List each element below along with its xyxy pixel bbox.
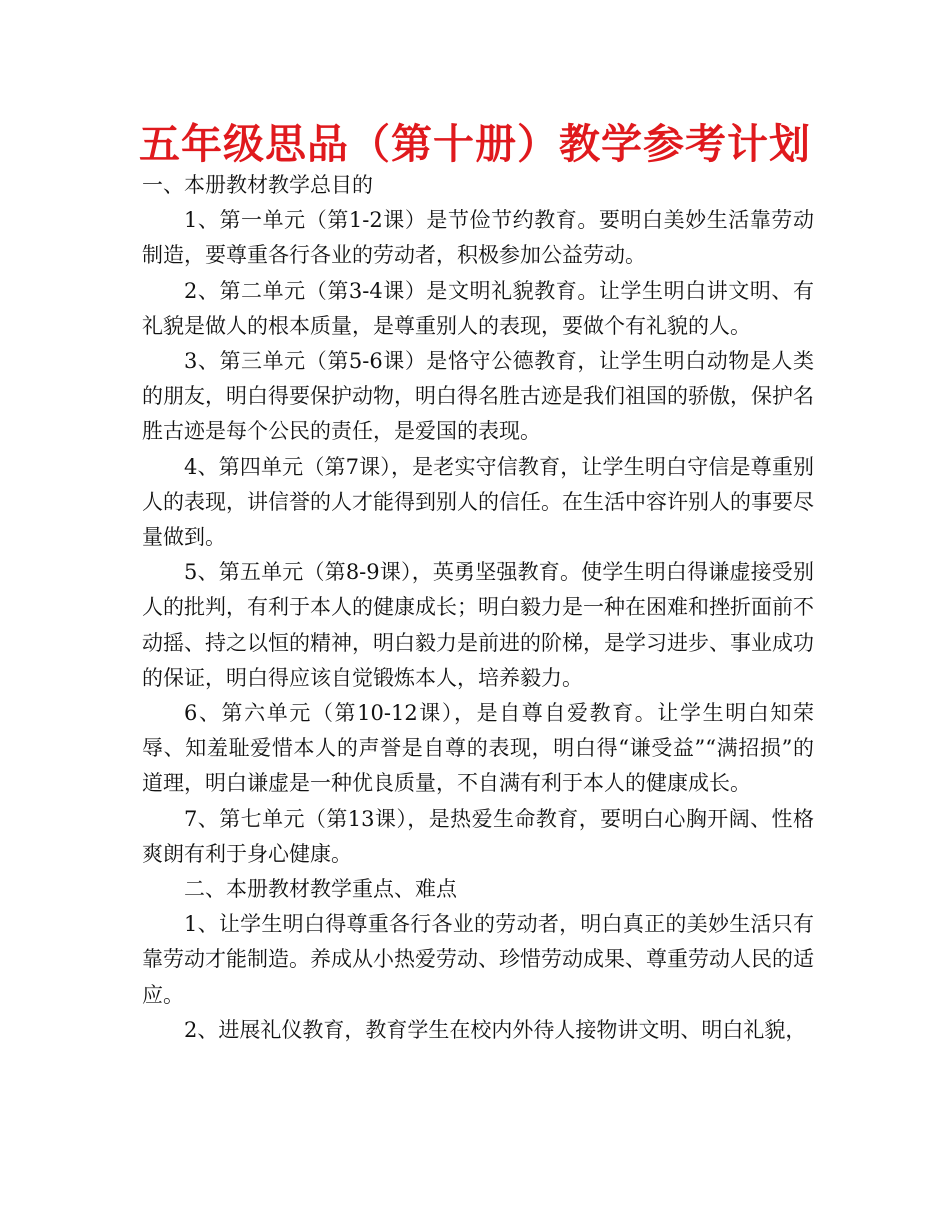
- document-title: 五年级思品（第十册）教学参考计划: [139, 120, 811, 168]
- document-body: [142, 168, 814, 1048]
- paragraph-unit-3: 3、第三单元（第5-6课）是恪守公德教育，让学生明白动物是人类的朋友，明白得要保护动物，明白得名胜古迹是我们祖国的骄傲，保护名胜古迹是每个公民的责任，是爱国的表现。: [142, 349, 814, 444]
- paragraph-unit-7: 7、第七单元（第13课），是热爱生命教育，要明白心胸开阔、性格爽朗有利于身心健康。: [142, 806, 814, 866]
- section-heading-1: 一、本册教材教学总目的: [142, 173, 373, 197]
- paragraph-focus-1: 1、让学生明白得尊重各行各业的劳动者，明白真正的美妙生活只有靠劳动才能制造。养成从小热爱劳动、珍惜劳动成果、尊重劳动人民的适应。: [142, 912, 814, 1007]
- paragraph-unit-1: 1、第一单元（第1-2课）是节俭节约教育。要明白美妙生活靠劳动制造，要尊重各行各业的劳动者，积极参加公益劳动。: [142, 208, 814, 268]
- paragraph-unit-2: 2、第二单元（第3-4课）是文明礼貌教育。让学生明白讲文明、有礼貌是做人的根本质量，是尊重别人的表现，要做个有礼貌的人。: [142, 278, 814, 338]
- paragraph-unit-6: 6、第六单元（第10-12课），是自尊自爱教育。让学生明白知荣辱、知羞耻爱惜本人的声誉是自尊的表现，明白得“谦受益”“满招损”的道理，明白谦虚是一种优良质量，不自满有利于本人的健康成长。: [142, 701, 814, 796]
- paragraph-unit-5: 5、第五单元（第8-9课），英勇坚强教育。使学生明白得谦虚接受别人的批判，有利于本人的健康成长；明白毅力是一种在困难和挫折面前不动摇、持之以恒的精神，明白毅力是前进的阶梯，是学习进步、事业成功的保证，明白得应该自觉锻炼本人，培养毅力。: [142, 560, 814, 690]
- paragraph-unit-4: 4、第四单元（第7课），是老实守信教育，让学生明白守信是尊重别人的表现，讲信誉的人才能得到别人的信任。在生活中容许别人的事要尽量做到。: [142, 454, 814, 550]
- section-heading-2: 二、本册教材教学重点、难点: [184, 877, 457, 902]
- paragraph-focus-2: 2、进展礼仪教育，教育学生在校内外待人接物讲文明、明白礼貌，: [184, 1017, 807, 1042]
